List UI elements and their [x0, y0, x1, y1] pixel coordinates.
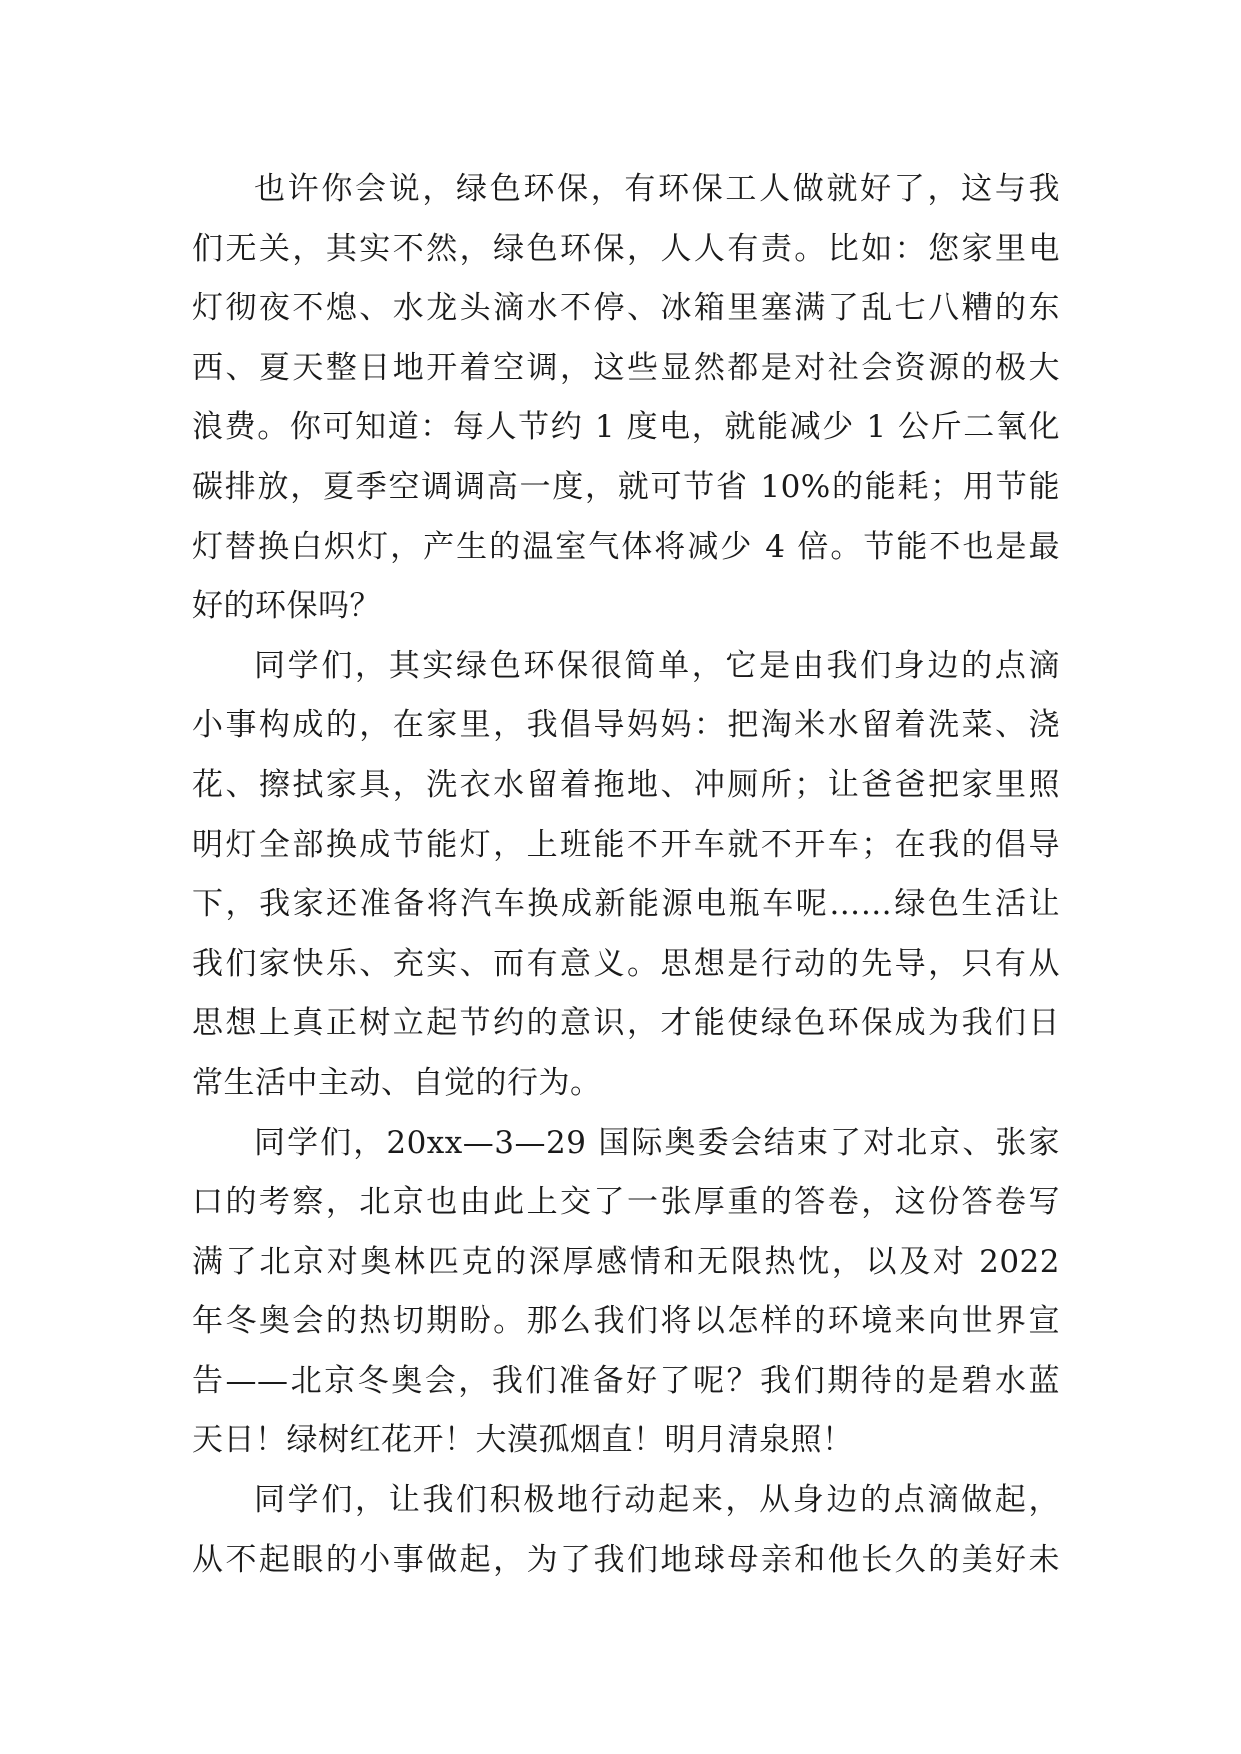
paragraph-2-line-5: 下，我家还准备将汽车换成新能源电瓶车呢……绿色生活让: [192, 886, 1060, 923]
paragraph-2-line-4: 明灯全部换成节能灯，上班能不开车就不开车；在我的倡导: [192, 826, 1060, 863]
paragraph-1-line-3: 灯彻夜不熄、水龙头滴水不停、冰箱里塞满了乱七八糟的东: [192, 290, 1060, 327]
paragraph-3-line-2: 口的考察，北京也由此上交了一张厚重的答卷，这份答卷写: [192, 1184, 1060, 1221]
paragraph-3-line-1: 同学们，20xx—3—29 国际奥委会结束了对北京、张家: [254, 1124, 1060, 1161]
document-body: [192, 160, 1060, 1590]
paragraph-1-line-4: 西、夏天整日地开着空调，这些显然都是对社会资源的极大: [192, 349, 1060, 386]
paragraph-2-line-3: 花、擦拭家具，洗衣水留着拖地、冲厕所；让爸爸把家里照: [192, 766, 1060, 803]
paragraph-2-line-1: 同学们，其实绿色环保很简单，它是由我们身边的点滴: [254, 647, 1060, 684]
paragraph-1-line-2: 们无关，其实不然，绿色环保，人人有责。比如：您家里电: [192, 230, 1060, 267]
paragraph-1-line-7: 灯替换白炽灯，产生的温室气体将减少 4 倍。节能不也是最: [192, 528, 1060, 565]
paragraph-4-line-2: 从不起眼的小事做起，为了我们地球母亲和他长久的美好未: [192, 1541, 1060, 1578]
paragraph-4-line-1: 同学们，让我们积极地行动起来，从身边的点滴做起，: [254, 1482, 1060, 1519]
paragraph-2-line-8: 常生活中主动、自觉的行为。: [192, 1064, 602, 1101]
paragraph-1-line-5: 浪费。你可知道：每人节约 1 度电，就能减少 1 公斤二氧化: [192, 409, 1060, 446]
paragraph-3-line-5: 告——北京冬奥会，我们准备好了呢？我们期待的是碧水蓝: [192, 1362, 1060, 1399]
paragraph-3-line-3: 满了北京对奥林匹克的深厚感情和无限热忱，以及对 2022: [192, 1243, 1060, 1280]
paragraph-2-line-6: 我们家快乐、充实、而有意义。思想是行动的先导，只有从: [192, 945, 1060, 982]
paragraph-3-line-6: 天日！绿树红花开！大漠孤烟直！明月清泉照！: [192, 1422, 854, 1459]
paragraph-1-line-1: 也许你会说，绿色环保，有环保工人做就好了，这与我: [254, 171, 1060, 207]
paragraph-1-line-8: 好的环保吗？: [192, 588, 381, 625]
paragraph-3-line-4: 年冬奥会的热切期盼。那么我们将以怎样的环境来向世界宣: [192, 1303, 1060, 1340]
paragraph-2-line-7: 思想上真正树立起节约的意识，才能使绿色环保成为我们日: [192, 1005, 1060, 1042]
paragraph-2-line-2: 小事构成的，在家里，我倡导妈妈：把淘米水留着洗菜、浇: [192, 707, 1060, 744]
paragraph-1-line-6: 碳排放，夏季空调调高一度，就可节省 10%的能耗；用节能: [192, 468, 1060, 505]
